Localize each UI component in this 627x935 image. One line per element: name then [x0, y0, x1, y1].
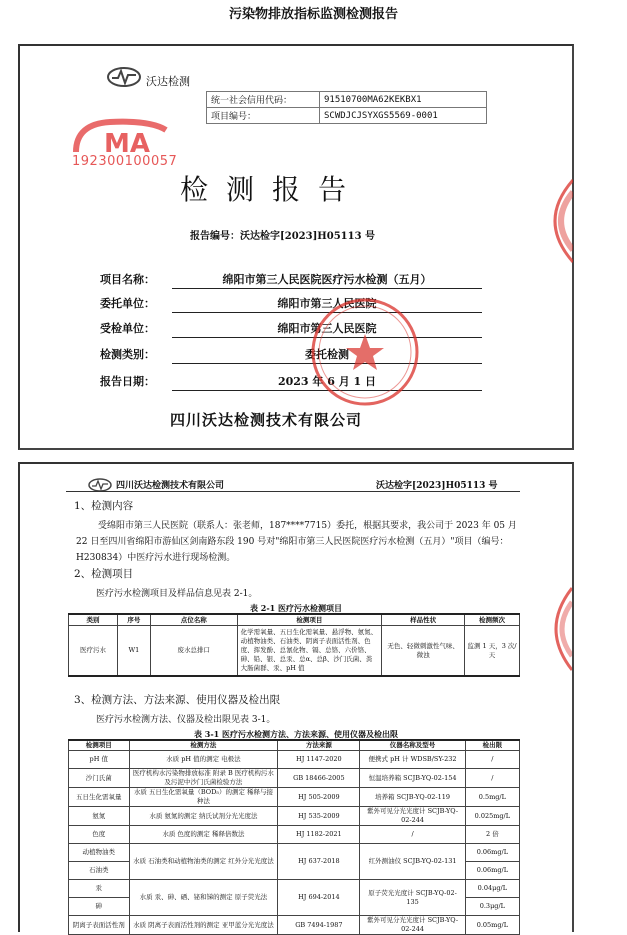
table-cell: /: [465, 769, 519, 788]
section-3-title: 3、检测方法、方法来源、使用仪器及检出限: [74, 694, 281, 706]
table-cell: HJ 694-2014: [278, 880, 360, 916]
table-cell: 监测 1 天，3 次/天: [465, 626, 520, 677]
table-cell: 0.5mg/L: [465, 788, 519, 807]
field-value: 2023 年 6 月 1 日: [172, 373, 482, 391]
table-cell: 红外测油仪 SCJB-YQ-02-131: [360, 844, 465, 880]
table-header: 检测方法: [129, 740, 278, 751]
table-cell: 水质 汞、砷、硒、铋和锑的测定 原子荧光法: [129, 880, 278, 916]
table-cell: 医疗污水: [69, 626, 118, 677]
table-cell: HJ 535-2009: [278, 807, 360, 826]
section-2-note: 医疗污水检测项目及样品信息见表 2-1。: [96, 589, 258, 599]
credit-code-label: 统一社会信用代码：: [207, 92, 320, 108]
table-cell: 废水总排口: [150, 626, 237, 677]
table-header: 点位名称: [150, 614, 237, 626]
info-table: [206, 91, 487, 124]
table-row: [69, 788, 520, 807]
table-cell: 恒温培养箱 SCJB-YQ-02-154: [360, 769, 465, 788]
cma-number: 192300100057: [72, 154, 178, 169]
table-cell: 2 倍: [465, 826, 519, 844]
section-3-note: 医疗污水检测方法、仪器及检出限见表 3-1。: [96, 715, 276, 725]
document-title: 污染物排放指标监测检测报告: [228, 7, 398, 22]
field-value: 绵阳市第三人民医院医疗污水检测（五月）: [172, 271, 482, 289]
table-cell: pH 值: [69, 751, 130, 769]
table-cell: 0.06mg/L: [465, 862, 519, 880]
table-cell: 0.06mg/L: [465, 844, 519, 862]
header-divider: [66, 491, 520, 492]
field-value: 绵阳市第三人民医院: [172, 295, 482, 313]
table-cell: 沙门氏菌: [69, 769, 130, 788]
content-page: [18, 462, 574, 932]
table-cell: 汞: [69, 880, 130, 898]
table-cell: HJ 1182-2021: [278, 826, 360, 844]
table-cell: 紫外可见分光光度计 SCJB-YQ-02-244: [360, 916, 465, 935]
table-1-caption: 表 2-1 医疗污水检测项目: [249, 603, 343, 613]
cover-page: [18, 44, 574, 450]
project-no-label: 项目编号：: [207, 108, 320, 124]
table-cell: 五日生化需氧量: [69, 788, 130, 807]
table-cell: 阴离子表面活性剂: [69, 916, 130, 935]
table-header: 检出限: [465, 740, 519, 751]
table-cell: 医疗机构水污染物排放标准 附录 B 医疗机构污水及污泥中沙门氏菌检验方法: [129, 769, 278, 788]
table-cell: 水质 pH 值的测定 电极法: [129, 751, 278, 769]
table-header: 仪器名称及型号: [360, 740, 465, 751]
field-report-date: [100, 373, 377, 389]
table-cell: 紫外可见分光光度计 SCJB-YQ-02-244: [360, 807, 465, 826]
table-header: 序号: [117, 614, 150, 626]
table-cell: 色度: [69, 826, 130, 844]
report-number: 报告编号：沃达检字[2023]H05113 号: [190, 231, 376, 242]
table-header: 样品性状: [382, 614, 465, 626]
table-cell: /: [360, 826, 465, 844]
field-label: 委托单位：: [100, 297, 155, 310]
table-cell: HJ 505-2009: [278, 788, 360, 807]
table-cell: 培养箱 SCJB-YQ-02-119: [360, 788, 465, 807]
table-2-caption: 表 3-1 医疗污水检测方法、方法来源、使用仪器及检出限: [193, 729, 399, 739]
side-seal-icon: [537, 176, 573, 266]
header-logo-icon: [88, 478, 112, 492]
company-name: 四川沃达检测技术有限公司: [170, 411, 363, 429]
field-label: 报告日期：: [100, 375, 155, 388]
field-label: 项目名称：: [100, 273, 155, 286]
table-row: [69, 626, 520, 677]
side-seal-icon: [540, 584, 572, 674]
section-2-title: 2、检测项目: [74, 568, 134, 580]
table-cell: 氨氮: [69, 807, 130, 826]
table-cell: 水质 氨氮的测定 纳氏试剂分光光度法: [129, 807, 278, 826]
table-cell: GB 7494-1987: [278, 916, 360, 935]
table-cell: 水质 阴离子表面活性剂的测定 亚甲蓝分光光度法: [129, 916, 278, 935]
table-row: [69, 916, 520, 935]
table-row: [69, 826, 520, 844]
table-row: [69, 844, 520, 862]
company-seal-icon: [306, 294, 424, 410]
table-cell: 化学需氧量、五日生化需氧量、悬浮物、氨氮、动植物油类、石油类、阴离子表面活性剂、色度、挥发酚、总氰化物、镉、总铬、六价铬、砷、铅、银、总汞、总α、总β、沙门氏菌、粪大肠菌群、汞、pH 值: [237, 626, 382, 677]
table-row: [69, 751, 520, 769]
table-1: [68, 613, 520, 677]
table-cell: HJ 637-2018: [278, 844, 360, 880]
field-label: 检测类别：: [100, 348, 155, 361]
field-value: 委托检测: [172, 346, 482, 364]
table-cell: HJ 1147-2020: [278, 751, 360, 769]
table-cell: 动植物油类: [69, 844, 130, 862]
table-header: 类别: [69, 614, 118, 626]
table-header: 检测频次: [465, 614, 520, 626]
report-title: 检测报告: [180, 173, 365, 206]
field-client: [100, 295, 377, 311]
table-cell: 0.05mg/L: [465, 916, 519, 935]
credit-code-value: 91510700MA62KEKBX1: [320, 92, 487, 108]
table-cell: 水质 色度的测定 稀释倍数法: [129, 826, 278, 844]
table-cell: 石油类: [69, 862, 130, 880]
field-value: 绵阳市第三人民医院: [172, 320, 482, 338]
table-cell: 水质 石油类和动植物油类的测定 红外分光光度法: [129, 844, 278, 880]
table-header: 方法来源: [278, 740, 360, 751]
section-1-title: 1、检测内容: [74, 500, 134, 512]
table-cell: 0.025mg/L: [465, 807, 519, 826]
field-project-name: [100, 271, 432, 287]
table-cell: 无色、轻微刺激性气味、微浊: [382, 626, 465, 677]
header-company: 四川沃达检测技术有限公司: [116, 481, 225, 491]
field-test-type: [100, 346, 349, 362]
table-cell: GB 18466-2005: [278, 769, 360, 788]
table-cell: 便携式 pH 计 WDSB/SY-232: [360, 751, 465, 769]
company-logo-icon: [106, 66, 142, 88]
field-inspected-unit: [100, 320, 377, 336]
field-label: 受检单位：: [100, 322, 155, 335]
table-cell: /: [465, 751, 519, 769]
table-cell: W1: [117, 626, 150, 677]
project-no-value: SCWDJCJSYXGS5569-0001: [320, 108, 487, 124]
table-2: [68, 739, 520, 935]
logo-text: 沃达检测: [146, 75, 190, 88]
table-header: 检测项目: [237, 614, 382, 626]
header-report-number: 沃达检字[2023]H05113 号: [376, 481, 498, 491]
table-cell: 0.3μg/L: [465, 898, 519, 916]
table-cell: 水质 五日生化需氧量（BOD₅）的测定 稀释与接种法: [129, 788, 278, 807]
table-cell: 0.04μg/L: [465, 880, 519, 898]
table-row: [69, 769, 520, 788]
table-cell: 砷: [69, 898, 130, 916]
table-row: [69, 880, 520, 898]
table-cell: 原子荧光光度计 SCJB-YQ-02-135: [360, 880, 465, 916]
cma-text: MA: [104, 129, 150, 159]
table-header: 检测项目: [69, 740, 130, 751]
table-row: [69, 807, 520, 826]
section-1-text: 受绵阳市第三人民医院（联系人：张老师，187****7715）委托，根据其要求，我公司于 2023 年 05 月 22 日至四川省绵阳市游仙区剑南路东段 190 号对"绵阳市第三人民医院医疗污水检测（五月）"项目（编号：H230834）中医疗污水进行现场检测。: [76, 521, 517, 563]
